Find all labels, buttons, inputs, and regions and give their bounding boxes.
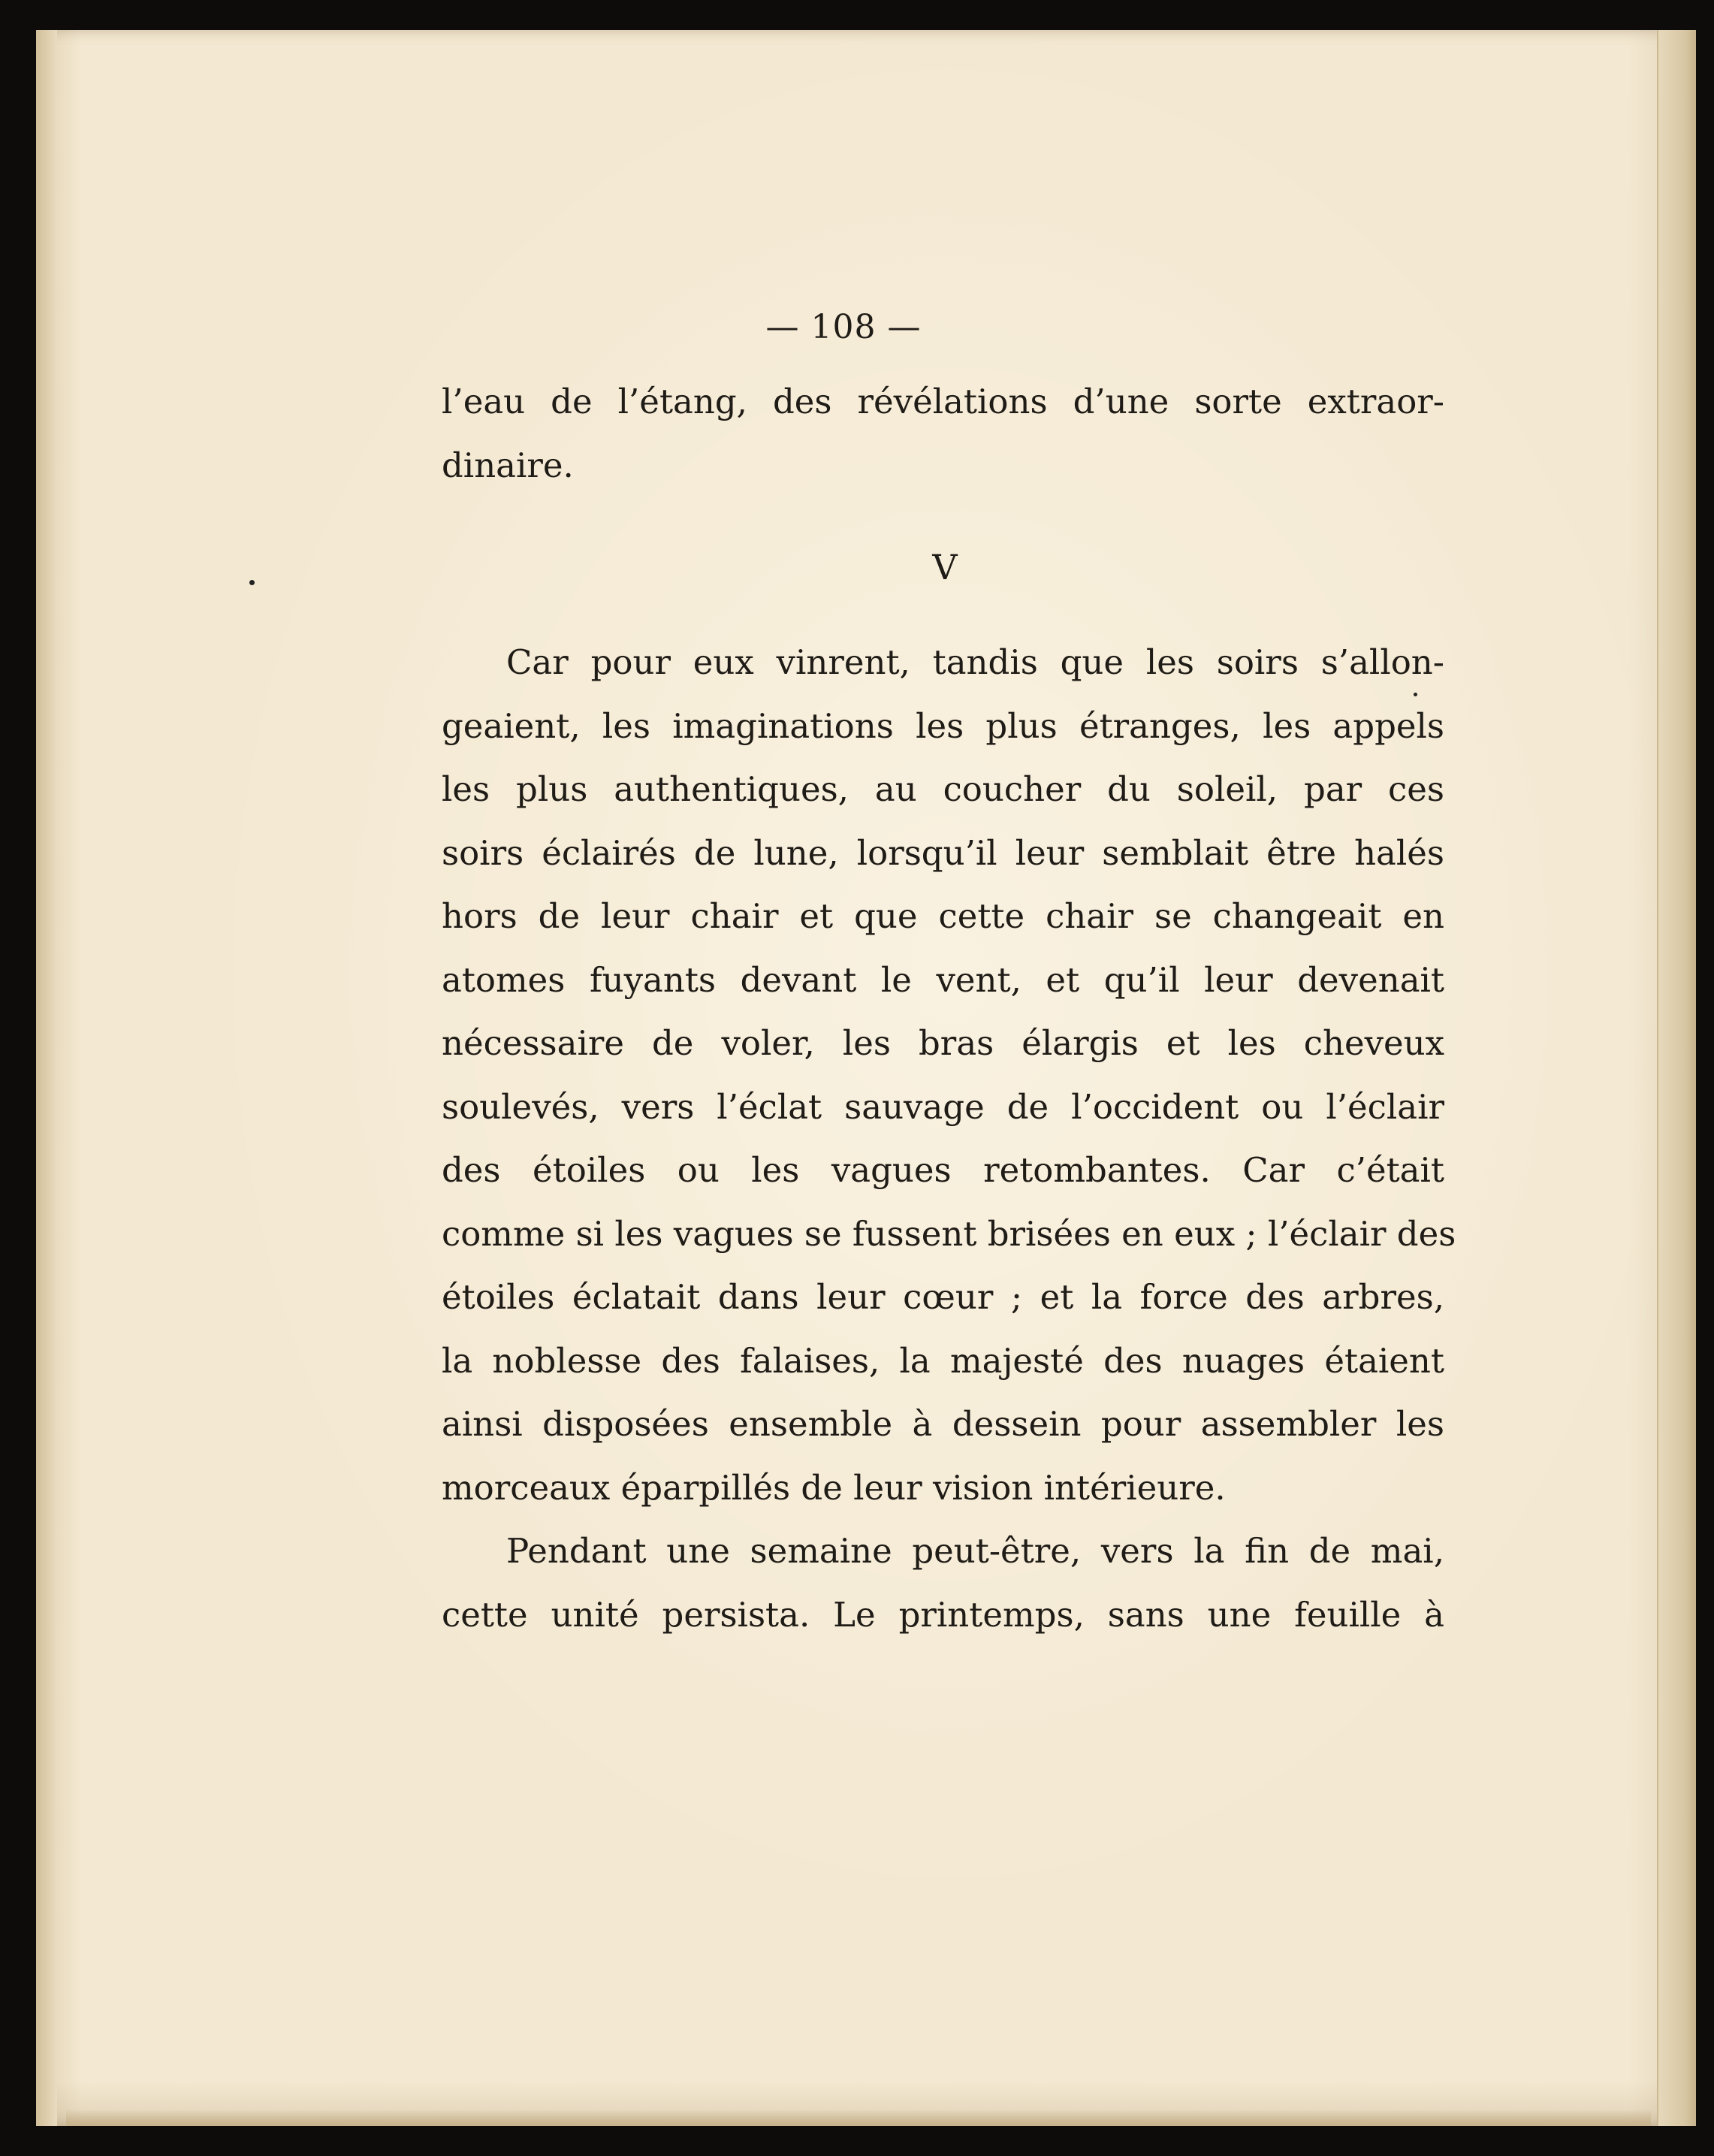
text-line: les plus authentiques, au coucher du soleil, par ces: [442, 769, 1444, 809]
paragraph: [442, 631, 1456, 1520]
page-text: [442, 308, 1456, 1647]
text-line: dinaire.: [442, 445, 574, 485]
text-line: comme si les vagues se fussent brisées en eux ; l’éclair des: [442, 1213, 1456, 1254]
text-line: étoiles éclatait dans leur cœur ; et la force des arbres,: [442, 1277, 1444, 1317]
page-left-edge: [36, 30, 57, 2126]
text-line: l’eau de l’étang, des révélations d’une sorte extraor-: [442, 382, 1444, 421]
text-line: Pendant une semaine peut-être, vers la fin de mai,: [506, 1531, 1444, 1571]
text-line: atomes fuyants devant le vent, et qu’il leur devenait: [442, 959, 1444, 1000]
text-line: hors de leur chair et que cette chair se changeait en: [442, 896, 1444, 936]
text-line: soirs éclairés de lune, lorsqu’il leur semblait être halés: [442, 832, 1444, 873]
page-right-edge: [1657, 30, 1696, 2126]
chapter-heading: V: [932, 547, 958, 587]
page-bottom-edge: [66, 2109, 1651, 2126]
ink-speck: [249, 580, 255, 585]
text-line: geaient, les imaginations les plus étranges, les appels: [442, 705, 1444, 746]
text-line: soulevés, vers l’éclat sauvage de l’occident ou l’éclair: [442, 1086, 1444, 1127]
text-line: des étoiles ou les vagues retombantes. Car c’était: [442, 1150, 1444, 1190]
paragraph: [442, 1520, 1444, 1647]
text-line: nécessaire de voler, les bras élargis et les cheveux: [442, 1023, 1444, 1063]
opening-paragraph: [442, 370, 1444, 497]
text-line: la noblesse des falaises, la majesté des nuages étaient: [442, 1340, 1444, 1381]
page-number: — 108 —: [765, 308, 922, 346]
text-line: Car pour eux vinrent, tandis que les soirs s’allon-: [506, 642, 1444, 682]
text-line: cette unité persista. Le printemps, sans une feuille à: [442, 1594, 1444, 1635]
text-line: morceaux éparpillés de leur vision intérieure.: [442, 1467, 1226, 1508]
text-line: ainsi disposées ensemble à dessein pour assembler les: [442, 1404, 1444, 1444]
